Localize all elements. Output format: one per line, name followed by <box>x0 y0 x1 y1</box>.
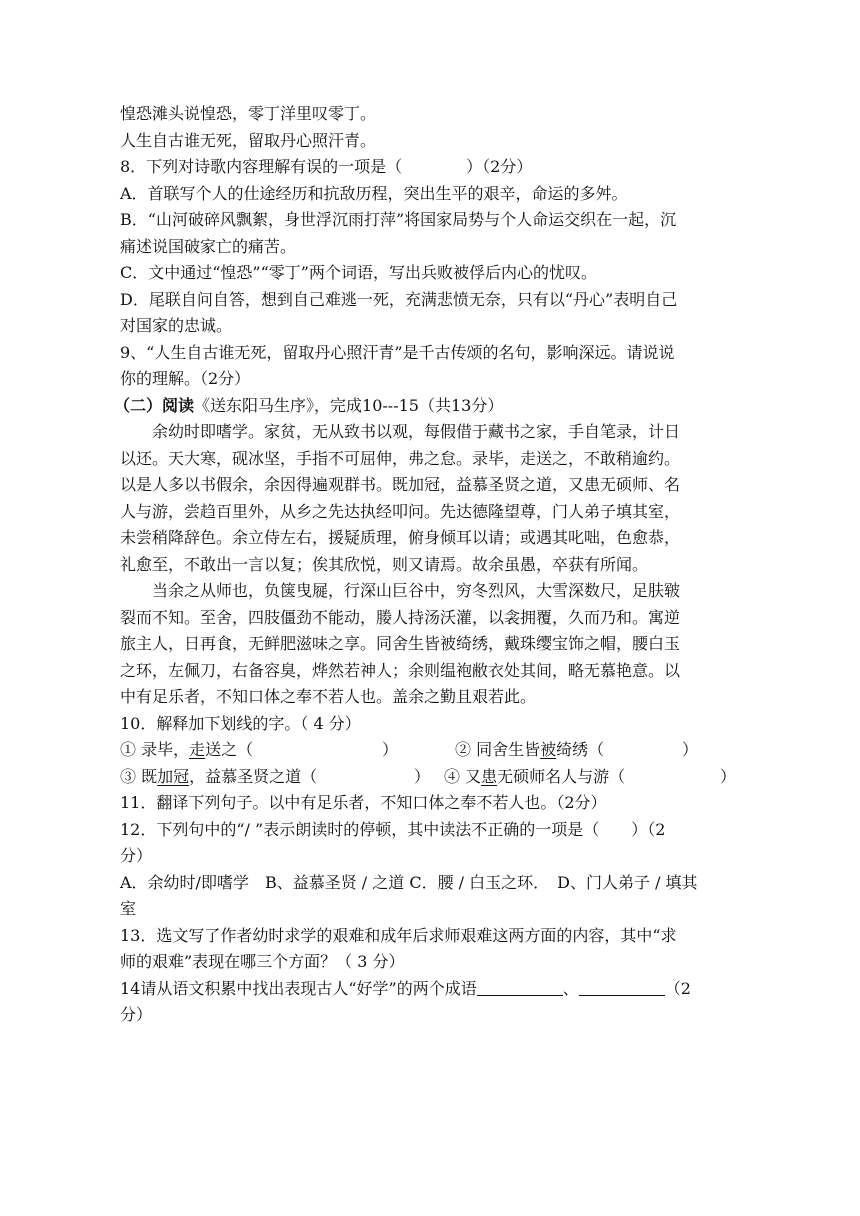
q10-item-2-close: ） <box>682 740 699 759</box>
passage-line: 人与游，尝趋百里外，从乡之先达执经叩问。先达德隆望尊，门人弟子填其室， <box>120 501 681 521</box>
passage-line: 以还。天大寒，砚冰坚，手指不可屈伸，弗之怠。录毕，走送之，不敢稍逾约。 <box>120 448 681 468</box>
passage-line: 以是人多以书假余，余因得遍观群书。既加冠，益慕圣贤之道，又患无硕师、名 <box>120 475 681 494</box>
question-13 <box>120 923 735 976</box>
q10-row-1 <box>120 737 735 764</box>
underlined-char: 走 <box>189 740 206 759</box>
question-stem-cont: 师的艰难”表现在哪三个方面？（ 3 分） <box>120 952 405 971</box>
q10-row-2 <box>120 764 735 791</box>
poem-line: 人生自古谁无死，留取丹心照汗青。 <box>120 130 377 150</box>
passage-line: 未尝稍降辞色。余立侍左右，援疑质理，俯身倾耳以请；或遇其叱咄，色愈恭， <box>120 528 681 547</box>
question-stem: 8．下列对诗歌内容理解有误的一项是（ ）（2分） <box>120 157 533 176</box>
question-9 <box>120 340 735 393</box>
passage-line: 当余之从师也，负箧曳屣，行深山巨谷中，穷冬烈风，大雪深数尺，足肤皲 <box>152 581 681 600</box>
question-stem-cont: 分） <box>120 1005 153 1024</box>
passage-paragraph-1 <box>120 419 735 578</box>
passage-paragraph-2 <box>120 578 735 711</box>
q10-item-3-close: ） <box>414 766 431 786</box>
option-c: C．文中通过“惶恐”“零丁”两个词语，写出兵败被俘后内心的忧叹。 <box>120 263 597 282</box>
question-stem: 12．下列句中的“/ ”表示朗读时的停顿，其中读法不正确的一项是（ ）（2 <box>120 819 666 839</box>
q10-item-1-close: ） <box>382 740 399 759</box>
passage-line: 余幼时即嗜学。家贫，无从致书以观，每假借于藏书之家，手自笔录，计日 <box>152 422 681 441</box>
question-14 <box>120 976 735 1029</box>
option-d: D．尾联自问自答，想到自己难逃一死，充满悲愤无奈，只有以“丹心”表明自己 <box>120 289 678 309</box>
q10-item-1: ① 录毕，走送之（ <box>120 740 254 759</box>
question-stem: 13．选文写了作者幼时求学的艰难和成年后求师艰难这两方面的内容，其中“求 <box>120 925 677 945</box>
section-label: （二）阅读 <box>114 395 195 415</box>
question-12 <box>120 817 735 923</box>
section-title: 《送东阳马生序》，完成10---15（共13分） <box>194 395 504 415</box>
option-b: B．“山河破碎风飘絮，身世浮沉雨打萍”将国家局势与个人命运交织在一起，沉 <box>120 210 677 229</box>
passage-line: 裂而不知。至舍，四肢僵劲不能动，媵人持汤沃灌，以衾拥覆，久而乃和。寓逆 <box>120 607 681 627</box>
question-stem: 10．解释加下划线的字。（ 4 分） <box>120 713 361 733</box>
passage-line: 礼愈至，不敢出一言以复；俟其欣悦，则又请焉。故余虽愚，卒获有所闻。 <box>120 554 649 574</box>
q10-item-4-close: ） <box>720 766 737 786</box>
option-b-cont: 痛述说国破家亡的痛苦。 <box>120 236 297 256</box>
underlined-char: 患 <box>481 766 498 786</box>
passage <box>120 419 735 711</box>
answer-blank-1[interactable] <box>477 977 563 996</box>
page-content <box>114 101 737 1029</box>
section-heading <box>114 393 735 420</box>
question-stem: 9、“人生自古谁无死，留取丹心照汗青”是千古传颂的名句，影响深远。请说说 <box>120 342 675 362</box>
answer-blank-2[interactable] <box>579 977 665 996</box>
q10-item-4: ④ 又患无硕师名人与游（ <box>444 766 626 786</box>
question-10 <box>120 711 735 791</box>
q10-item-3: ③ 既加冠，益慕圣贤之道（ <box>120 766 318 786</box>
question-11: 11．翻译下列句子。以中有足乐者，不知口体之奉不若人也。（2分） <box>120 793 607 812</box>
question-8 <box>120 154 735 340</box>
option-d-cont: 对国家的忠诚。 <box>120 316 233 335</box>
poem-line: 惶恐滩头说惶恐，零丁洋里叹零丁。 <box>120 104 377 123</box>
question-options: A．余幼时/即嗜学 B、益慕圣贤 / 之道 C．腰 / 白玉之环． D、门人弟子 / 填其 <box>120 872 698 892</box>
question-stem: 14请从语文积累中找出表现古人“好学”的两个成语 、 （2 <box>120 978 691 998</box>
passage-line: 中有足乐者，不知口体之奉不若人也。盖余之勤且艰若此。 <box>120 687 537 706</box>
question-stem-cont: 分） <box>120 846 153 865</box>
q10-item-2: ② 同舍生皆被绮绣（ <box>455 740 605 759</box>
question-stem-cont: 你的理解。（2分） <box>120 369 251 388</box>
underlined-char: 被 <box>540 740 557 759</box>
passage-line: 旅主人，日再食，无鲜肥滋味之享。同舍生皆被绮绣，戴珠缨宝饰之帽，腰白玉 <box>120 634 681 653</box>
passage-line: 之环，左佩刀，右备容臭，烨然若神人；余则缊袍敝衣处其间，略无慕艳意。以 <box>120 660 681 680</box>
underlined-char: 加冠 <box>157 766 190 786</box>
question-options-cont: 室 <box>120 899 137 918</box>
option-a: A．首联写个人的仕途经历和抗敌历程，突出生平的艰辛，命运的多舛。 <box>120 183 628 203</box>
